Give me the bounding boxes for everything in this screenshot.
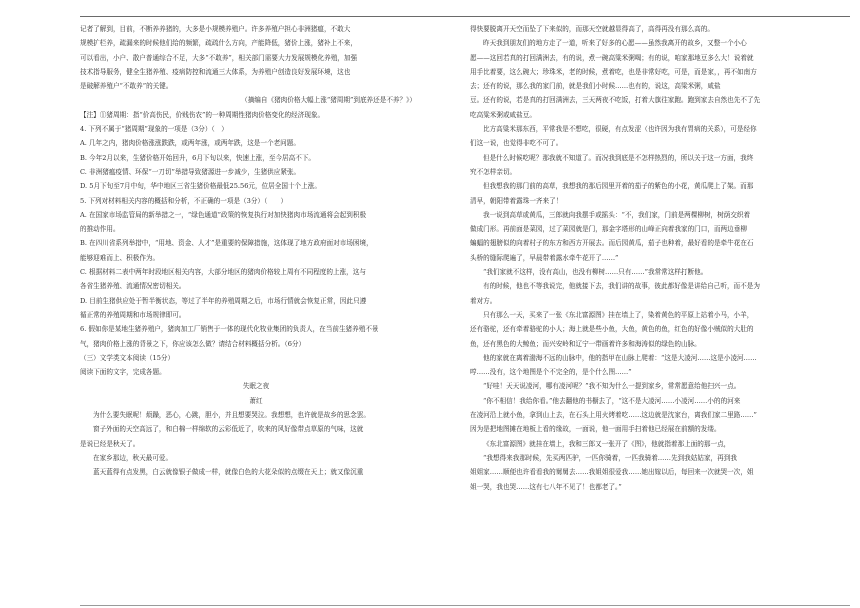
text-line: （三）文学类文本阅读（15分） (80, 353, 175, 362)
text-line: 技术指导服务，健全生猪养殖、疫病防控和流通三大体系，为养殖户创造良好发展环境，这也 (80, 67, 351, 76)
text-line: “你不相信！我给你看。”他去翻他的书橱去了，“这不是大凌河……小凌河……小的的河来 (483, 396, 741, 405)
text-line: 是破解养殖户“不敢养”的关键。 (80, 82, 173, 91)
text-line: 5. 下列对材料相关内容的概括和分析，不正确的一项是（3分）（ ） (80, 196, 288, 205)
text-line: 规模扩栏养，疏漏来的时候他们给的频繁，疏疏什么方向，产能降低，猪价上涨，猪补上不来， (80, 39, 357, 48)
text-line: 在凌河沿上就小鱼，拿到山上去，在石头上用火烤着吃……这边就是沈家台，离我们家二里路……” (470, 411, 757, 420)
text-line: 鱼，还有黑色的大鲸鱼；而兴安岭和辽宁一带画着许多和海涛似的绿色的山脉。 (470, 339, 701, 348)
text-line: 窗子外面的天空高远了，和白棉一样绵软的云彩低近了，吹来的风好像带点草原的气味，这就 (93, 425, 364, 434)
text-line: 有的时候，他也不等我说完，他就接下去，我们讲的故事，彼此都好像是讲给自己听，而不是为 (483, 282, 760, 291)
text-line: D. 5月下旬至7月中旬，华中地区三省生猪价格最低25.56元，位居全国十个上涨。 (80, 182, 321, 191)
text-line: 得快要脱离开天空而坠了下来似的，而那天空就越显得高了，高得再没有那么高的。 (470, 25, 714, 33)
text-line: C. 非洲猪瘟疫情、环保“一刀切”举措导致猪源进一步减少，生猪供应紧张。 (80, 167, 301, 176)
text-line: 能够迎难而上、积极作为。 (80, 253, 160, 262)
text-line: 吃高粱米粥或咸盐豆。 (470, 110, 536, 119)
text-line: 失眠之夜 (242, 382, 270, 391)
text-line: 蓝天蓝得有点发黑，白云就像银子做成一样，就像白色的大花朵似的点缀在天上；就又像沉重 (93, 468, 364, 477)
text-line: C. 根据材料二表中两年时段地区相关内容，大部分地区的猪肉价格较上周有不同程度的上涨，这与 (80, 268, 366, 277)
text-line: 们这一说，也觉得非吃不可了。 (470, 139, 563, 148)
text-line: 去；还有的说，那么我的家门前，就是我们小时候……也有的，说这，高梁米粥，咸盐 (470, 82, 721, 91)
text-line: 清早，朝阳带着露珠一齐来了！ (470, 196, 563, 205)
text-line: 【注】①猪周期：指“价高伤民，价贱伤农”的一种周期性猪肉价格变化的经济现象。 (80, 110, 325, 119)
text-line: 阅读下面的文字，完成各题。 (80, 368, 166, 377)
text-line: “好哇！天天说凌河，哪有凌河呢？”我不知为什么一提到家乡，常常愿意给他扫兴一点。 (483, 382, 741, 391)
text-line: 姐姐家……顺便也许看看我的舅舅去……我姐姐很爱我……她出嫁以后，每回来一次就哭一次，姐 (470, 468, 754, 477)
text-line: 我一说到高草或黄瓜，三郎就向我摆手或摇头：“不，我们家，门前是两棵柳树，树荫交织着 (483, 210, 751, 219)
text-line: 是说已经是秋天了。 (80, 439, 140, 448)
text-line: 豆。还有的说，若是真的打回满洲去，三天两夜不吃饭，打着大旗往家跑。跑到家去自然也先不了先 (470, 96, 761, 105)
text-line: 昨天我到朋友们的地方走了一道，听来了好多的心愿——虽然我离开的故乡，又整一个小心 (483, 39, 747, 48)
text-line: 究不怎样亲切。 (470, 167, 517, 176)
text-line: 6. 假如你是某地生猪养殖户，猪肉加工厂销售于一体的现代化牧业集团的负责人，在当前生猪养殖不景 (80, 325, 379, 334)
text-line: 着对方。 (470, 296, 497, 305)
right-text-column (470, 22, 822, 494)
page-bottom-rule (80, 605, 850, 606)
text-line: 为什么要失眠呢！烦躁，恶心，心跳，胆小，并且想要哭泣。我想想，也许就是故乡的思念罢。 (93, 411, 370, 420)
text-line: 比方高粱米那东西，平常我是不想吃，很硬，有点发涩（也许因为我有胃病的关系），可是经你 (483, 125, 757, 134)
page-top-rule (80, 16, 850, 17)
text-line: 因为是把地图摊在地板上看的缘故，一面说，他一面用手扫着他已经展在前额的发缕。 (470, 425, 721, 434)
text-line: B. 今年2月以来，生猪价格开始回升，6月下旬以来，快速上涨，至今居高不下。 (80, 153, 316, 162)
text-line: 愿——这回若真的打回满洲去，有的说，煮一碗高粱米粥喝；有的说，咱家那地豆多么大！说着就 (470, 53, 754, 62)
text-line: B. 在四川省系列举措中，“用地、资金、人才”是重要的保障措施，这体现了地方政府面对市场困境， (80, 239, 373, 248)
text-line: 哼……没有，这个地图是个不完全的，是个什么图……” (470, 368, 632, 377)
text-line: 在家乡那边，秋天最可爱。 (93, 453, 173, 462)
text-line: 头桥的缝际爬遍了，早晨带着露水牵牛花开了……” (470, 253, 619, 262)
text-line: 只有那么一天，买来了一张《东北富源图》挂在墙上了，染着黄色的平原上站着小马，小羊， (483, 310, 754, 319)
text-line: 《东北富源图》就挂在墙上，我和三郎又一张开了《图》，他就指着那上面的那一点， (483, 439, 731, 448)
text-line: A. 在国家市场监管局的新举措之一，“绿色通道”政策的恢复执行对加快猪肉市场流通将会起到积极 (80, 210, 367, 219)
text-line: 记者了解到，目前，不断养养猪的，大多是小规模养殖户。许多养殖户担心非洲猪瘟，不敢大 (80, 25, 351, 33)
text-line: 可以看出，小户、散户普通综合不足，大多“不敢养”，相关部门需要大力发展规模化养殖，加强 (80, 53, 358, 62)
text-line: 做成门形。再前面是菜园，过了菜园就是门，那金字塔形的山峰正向着我家的门口，而两边垂柳 (470, 225, 747, 234)
left-text-column (80, 22, 432, 480)
text-line: 蝙蝠的翅膀似的向着村子的东方和西方开展去。而后园黄瓜，茄子也种着，最好看的是牵牛花在石 (470, 239, 754, 248)
text-line: 4. 下列不属于“猪周期”现象的一项是（3分）（ ） (80, 125, 228, 134)
text-line: 用手比着要，这么碗大；珍珠米，老的时候，煮着吃，也是非常好吃，可是，而是家，，再不如南方 (470, 67, 757, 76)
text-line: 萧红 (249, 396, 263, 405)
text-line: 但我想我的那门前的高草，我想我的那后园里开着的茄子的紫色的小花，黄瓜爬上了架。而那 (483, 182, 754, 191)
text-line: 他的家就在离着渤海不远的山脉中，他的指甲在山脉上爬着：“这是大凌河……这是小凌河…… (483, 353, 757, 362)
text-line: 姐一哭，我也哭……这有七八年不见了！也都老了。” (470, 482, 622, 491)
text-line: 但是什么时候吃呢？那我就不知道了。而况我到底是不怎样热烈的，所以关于这一方面，我终 (483, 153, 754, 162)
text-line: “我们家就不这样，没有高山，也没有柳树……只有……”我常常这样打断他。 (483, 268, 708, 277)
text-line: 气，猪肉价格上涨的背景之下，你应该怎么做？请结合材料概括分析。（6分） (80, 339, 306, 348)
text-line: 的推动作用。 (80, 225, 120, 234)
text-line: 循正常的养殖周期和市场规律即可。 (80, 310, 186, 319)
text-line: 各省生猪养殖、流通情况密切相关。 (80, 282, 186, 291)
text-line: （摘编自《猪肉价格大幅上涨“猪周期”到底养还是不养？》） (241, 96, 416, 105)
text-line: 还有骆驼，还有牵着骆驼的小人；海上就是些小鱼，大鱼，黄色的鱼，红色的好像小贼似的大肚的 (470, 325, 754, 334)
text-line: A. 几年之内，猪肉价格涨涨跌跌，或两年涨，或两年跌，这是一个老问题。 (80, 139, 300, 148)
text-line: D. 目前生猪供应处于暂半衡状态，等过了半年的养殖周期之后，市场行情就会恢复正常，因此只遵 (80, 296, 367, 305)
text-line: “我想得来我那时候，先买两匹驴，一匹你骑着，一匹我骑着……先到我姑姑家，再到我 (483, 453, 737, 462)
